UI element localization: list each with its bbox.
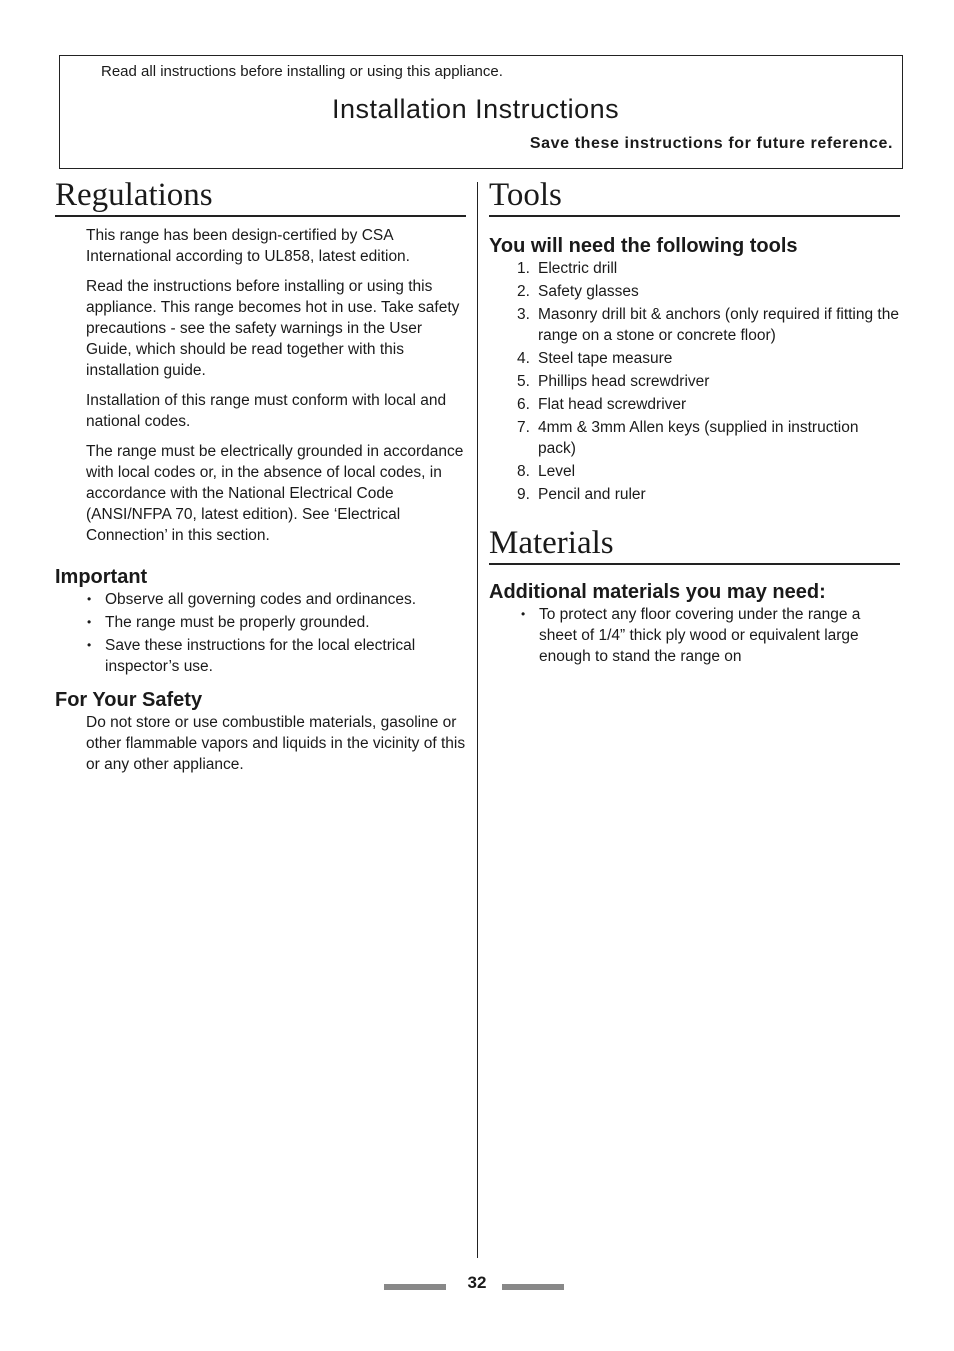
list-item <box>489 394 900 415</box>
list-text: Steel tape measure <box>538 350 673 367</box>
list-number: 3. <box>517 306 530 323</box>
important-heading: Important <box>55 566 148 588</box>
list-item <box>489 484 900 505</box>
list-number: 2. <box>517 283 530 300</box>
header-box <box>59 55 903 169</box>
tools-list <box>489 258 900 505</box>
regulations-paragraph: Read the instructions before installing or using this appliance. This range becomes hot in use. Take safety precautions - see the safety warnings in the User Guide, which should be read together with this installation guide. <box>86 278 460 379</box>
tools-heading: Tools <box>489 176 900 217</box>
footer-bar-left <box>384 1284 446 1290</box>
list-text: Electric drill <box>538 260 618 277</box>
save-note: Save these instructions for future reference. <box>529 135 893 152</box>
list-text: Level <box>538 463 576 480</box>
page-title: Installation Instructions <box>332 94 620 124</box>
materials-list <box>489 604 900 667</box>
safety-heading: For Your Safety <box>55 689 203 711</box>
list-item: • Observe all governing codes and ordinances. <box>55 589 466 610</box>
header-intro-text: Read all instructions before installing or using this appliance. <box>101 63 503 80</box>
list-number: 5. <box>517 373 530 390</box>
list-number: 8. <box>517 463 530 480</box>
list-item <box>489 304 900 346</box>
list-item <box>489 417 900 459</box>
column-divider <box>477 182 478 1258</box>
materials-heading: Materials <box>489 524 900 565</box>
list-number: 1. <box>517 260 530 277</box>
materials-subheading: Additional materials you may need: <box>489 581 826 603</box>
tools-materials-column <box>489 176 900 669</box>
regulations-heading: Regulations <box>55 176 466 217</box>
list-item <box>489 461 900 482</box>
regulations-paragraph: Installation of this range must conform with local and national codes. <box>86 392 447 430</box>
list-number: 4. <box>517 350 530 367</box>
regulations-paragraph: The range must be electrically grounded in accordance with local codes or, in the absence of local codes, in accordance with the National Electrical Code (ANSI/NFPA 70, latest edition). See ‘Electrical Connection’ in this section. <box>86 443 464 544</box>
list-number: 9. <box>517 486 530 503</box>
page-number: 32 <box>467 1273 487 1292</box>
list-text: Pencil and ruler <box>538 486 646 503</box>
footer-bar-right <box>502 1284 564 1290</box>
list-text: Flat head screwdriver <box>538 396 687 413</box>
list-item: • The range must be properly grounded. <box>55 612 466 633</box>
list-text: Masonry drill bit & anchors (only required if fitting the range on a stone or concrete floor) <box>538 306 899 344</box>
list-number: 7. <box>517 419 530 436</box>
important-list <box>55 589 466 677</box>
list-item <box>489 258 900 279</box>
tools-subheading: You will need the following tools <box>489 235 798 257</box>
regulations-column <box>55 176 466 775</box>
list-item <box>489 281 900 302</box>
list-text: Phillips head screwdriver <box>538 373 710 390</box>
list-text: 4mm & 3mm Allen keys (supplied in instruction pack) <box>538 419 859 457</box>
list-item <box>489 348 900 369</box>
list-item <box>489 371 900 392</box>
safety-text: Do not store or use combustible materials, gasoline or other flammable vapors and liquids in the vicinity of this or any other appliance. <box>86 714 466 773</box>
list-text: Safety glasses <box>538 283 639 300</box>
list-number: 6. <box>517 396 530 413</box>
page-footer <box>0 1273 954 1297</box>
list-item: • Save these instructions for the local electrical inspector’s use. <box>55 635 466 677</box>
regulations-paragraph: This range has been design-certified by CSA International according to UL858, latest edition. <box>86 227 410 265</box>
list-item: • To protect any floor covering under the range a sheet of 1/4” thick ply wood or equivalent large enough to stand the range on <box>489 604 900 667</box>
